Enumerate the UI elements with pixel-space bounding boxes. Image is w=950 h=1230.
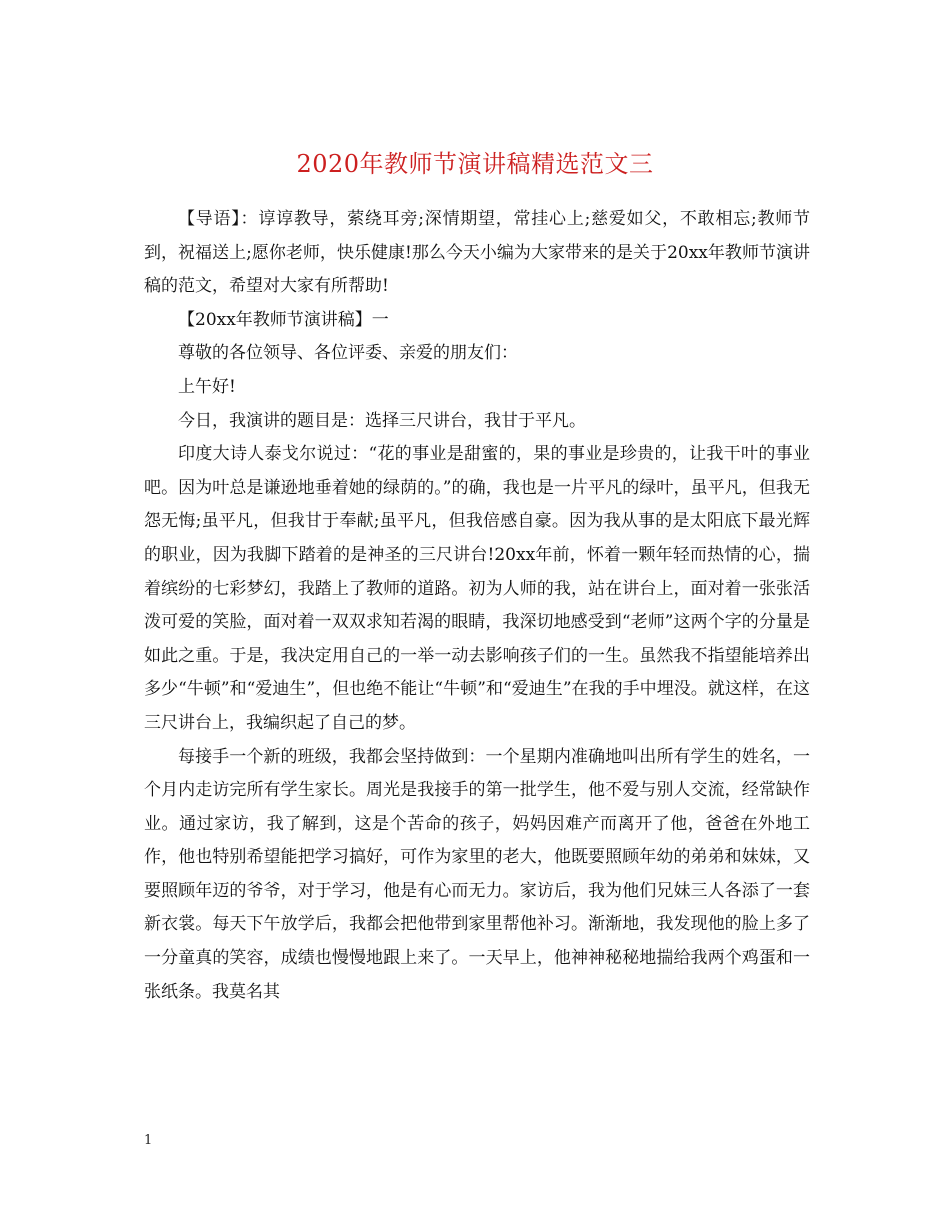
body-paragraph-2: 每接手一个新的班级，我都会坚持做到：一个星期内准确地叫出所有学生的姓名，一个月内走访完所有学生家长。周光是我接手的第一批学生，他不爱与别人交流，经常缺作业。通过家访，我了解到，这是个苦命的孩子，妈妈因难产而离开了他，爸爸在外地工作，他也特别希望能把学习搞好，可作为家里的老大，他既要照顾年幼的弟弟和妹妹，又要照顾年迈的爷爷，对于学习，他是有心而无力。家访后，我为他们兄妹三人各添了一套新衣裳。每天下午放学后，我都会把他带到家里帮他补习。渐渐地，我发现他的脸上多了一分童真的笑容，成绩也慢慢地跟上来了。一天早上，他神神秘秘地揣给我两个鸡蛋和一张纸条。我莫名其 (144, 746, 810, 1002)
speech-topic: 今日，我演讲的题目是：选择三尺讲台，我甘于平凡。 (178, 410, 586, 431)
document-title: 2020年教师节演讲稿精选范文三 (296, 150, 654, 179)
document-body (144, 203, 810, 1009)
section-heading: 【20xx年教师节演讲稿】一 (178, 309, 389, 330)
greeting: 上午好! (178, 376, 236, 397)
body-paragraph-1: 印度大诗人泰戈尔说过：“花的事业是甜蜜的，果的事业是珍贵的，让我干叶的事业吧。因为叶总是谦逊地垂着她的绿荫的。”的确，我也是一片平凡的绿叶，虽平凡，但我无怨无悔;虽平凡，但我甘于奉献;虽平凡，但我倍感自豪。因为我从事的是太阳底下最光辉的职业，因为我脚下踏着的是神圣的三尺讲台!20xx年前，怀着一颗年轻而热情的心，揣着缤纷的七彩梦幻，我踏上了教师的道路。初为人师的我，站在讲台上，面对着一张张活泼可爱的笑脸，面对着一双双求知若渴的眼睛，我深切地感受到“老师”这两个字的分量是如此之重。于是，我决定用自己的一举一动去影响孩子们的一生。虽然我不指望能培养出多少“牛顿”和“爱迪生”，但也绝不能让“牛顿”和“爱迪生”在我的手中埋没。就这样，在这三尺讲台上，我编织起了自己的梦。 (144, 444, 810, 733)
page-number: 1 (144, 1133, 153, 1148)
intro-paragraph: 【导语】：谆谆教导，萦绕耳旁;深情期望，常挂心上;慈爱如父，不敢相忘;教师节到，祝福送上;愿你老师，快乐健康!那么今天小编为大家带来的是关于20xx年教师节演讲稿的范文，希望对大家有所帮助! (144, 209, 810, 297)
salutation: 尊敬的各位领导、各位评委、亲爱的朋友们： (178, 343, 518, 364)
